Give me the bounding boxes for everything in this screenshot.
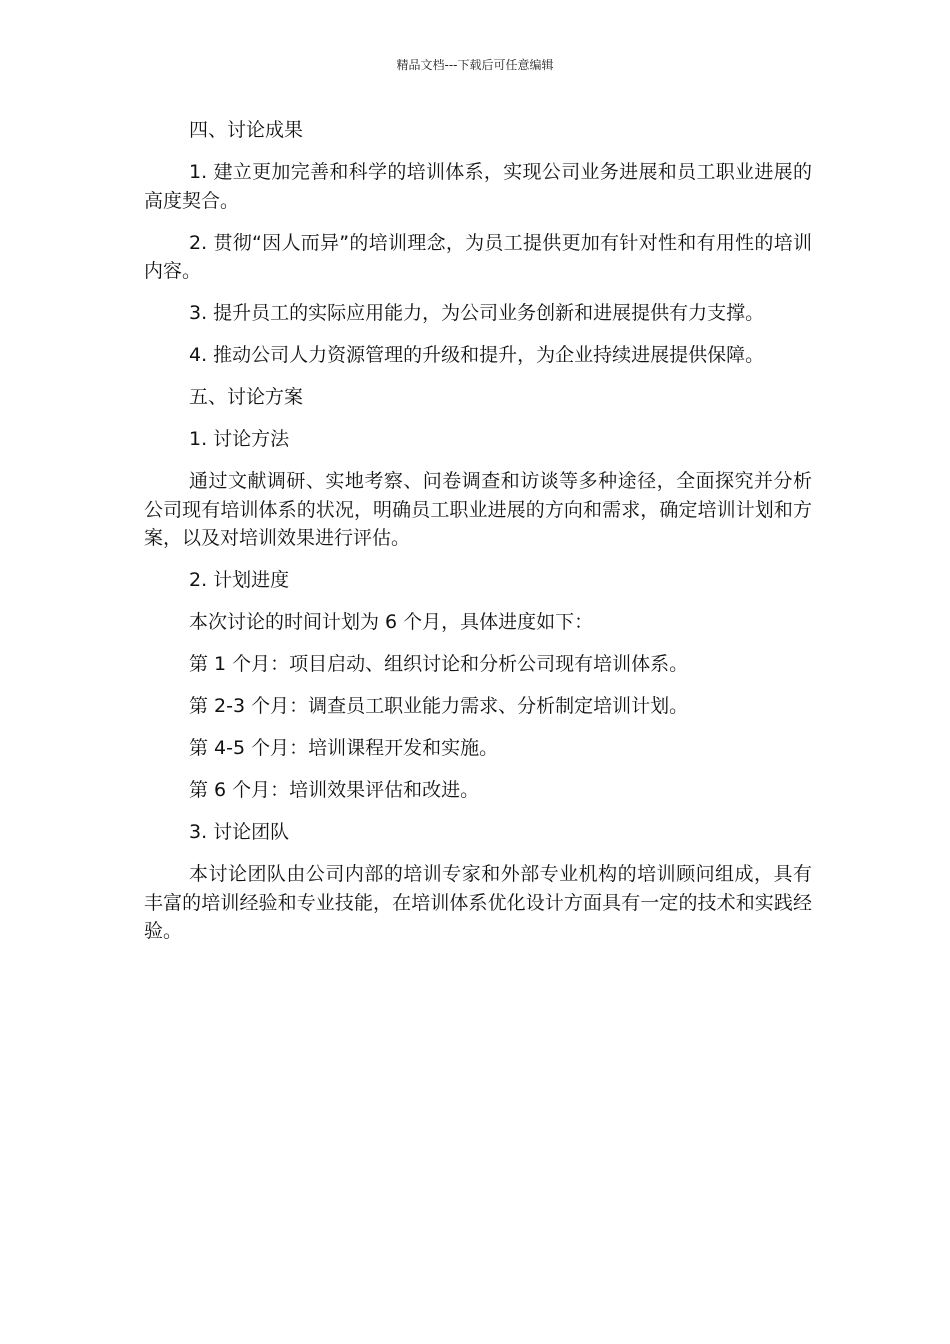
result-item-1: 1. 建立更加完善和科学的培训体系，实现公司业务进展和员工职业进展的高度契合。	[144, 161, 812, 212]
result-item-3: 3. 提升员工的实际应用能力，为公司业务创新和进展提供有力支撑。	[189, 302, 765, 324]
subheading-method: 1. 讨论方法	[189, 428, 290, 450]
schedule-intro: 本次讨论的时间计划为 6 个月，具体进度如下：	[189, 611, 594, 633]
schedule-month-6: 第 6 个月：培训效果评估和改进。	[189, 779, 480, 801]
schedule-month-2-3: 第 2-3 个月：调查员工职业能力需求、分析制定培训计划。	[189, 695, 689, 717]
page-header: 精品文档---下载后可任意编辑	[396, 58, 554, 72]
section-heading-plan: 五、讨论方案	[189, 386, 304, 408]
team-paragraph: 本讨论团队由公司内部的培训专家和外部专业机构的培训顾问组成，具有丰富的培训经验和专业技能，在培训体系优化设计方面具有一定的技术和实践经验。	[144, 863, 812, 942]
section-heading-results: 四、讨论成果	[189, 119, 304, 141]
schedule-month-4-5: 第 4-5 个月：培训课程开发和实施。	[189, 737, 499, 759]
document-body	[144, 116, 812, 946]
method-paragraph: 通过文献调研、实地考察、问卷调查和访谈等多种途径，全面探究并分析公司现有培训体系的状况，明确员工职业进展的方向和需求，确定培训计划和方案，以及对培训效果进行评估。	[144, 470, 812, 549]
result-item-4: 4. 推动公司人力资源管理的升级和提升，为企业持续进展提供保障。	[189, 344, 765, 366]
subheading-schedule: 2. 计划进度	[189, 569, 290, 591]
subheading-team: 3. 讨论团队	[189, 821, 290, 843]
schedule-month-1: 第 1 个月：项目启动、组织讨论和分析公司现有培训体系。	[189, 653, 689, 675]
result-item-2: 2. 贯彻“因人而异”的培训理念，为员工提供更加有针对性和有用性的培训内容。	[144, 231, 812, 282]
